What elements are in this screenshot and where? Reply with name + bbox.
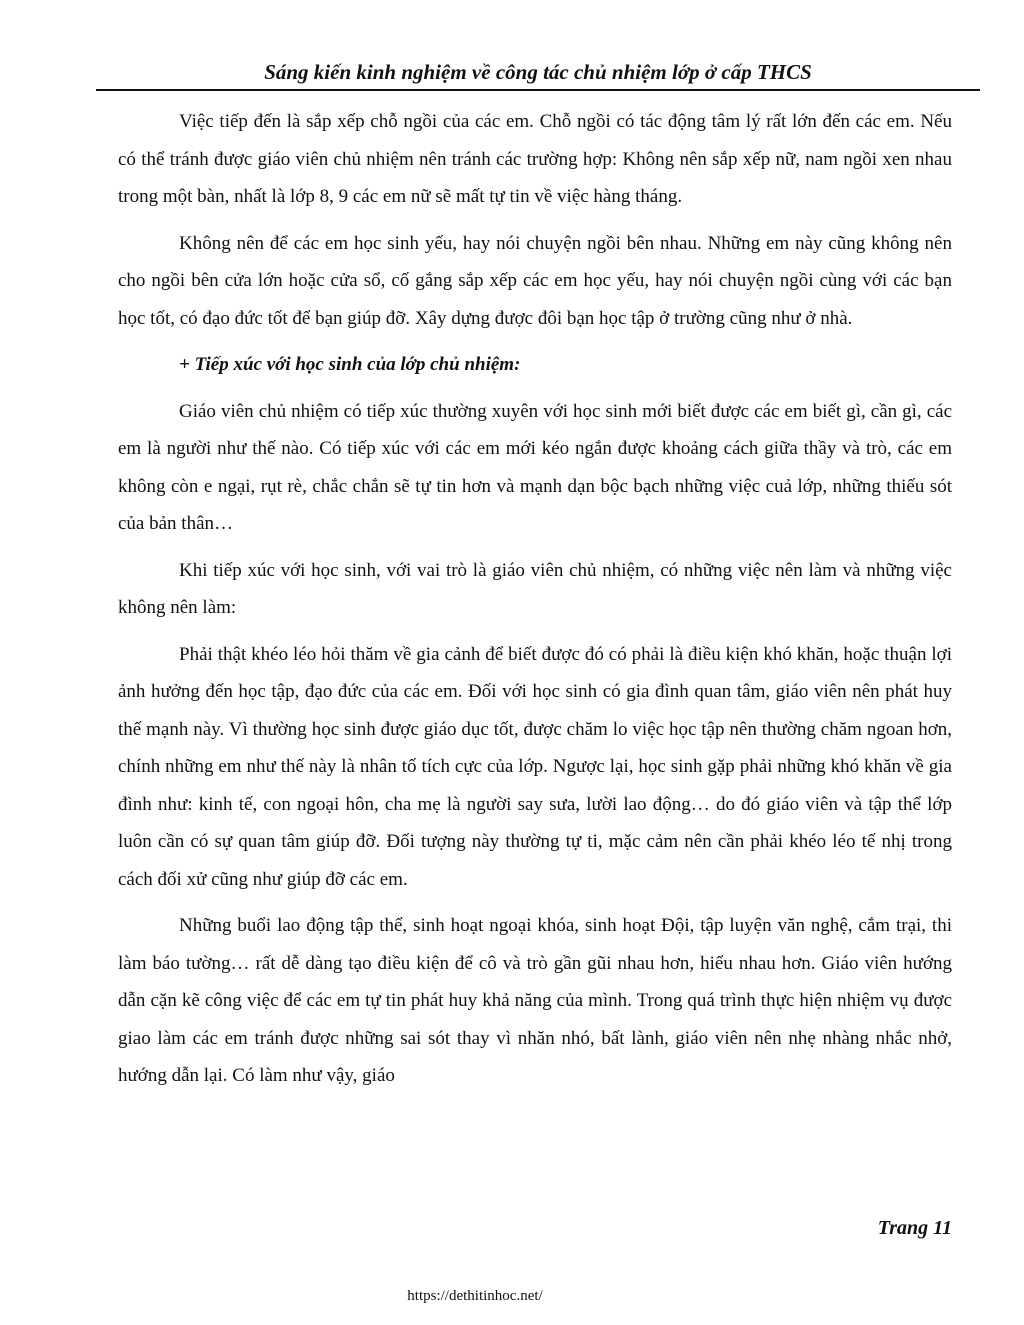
page-number: Trang 11 bbox=[877, 1217, 952, 1239]
paragraph-dos-donts: Khi tiếp xúc với học sinh, với vai trò là giáo viên chủ nhiệm, có những việc nên làm và những việc không nên làm: bbox=[118, 559, 952, 618]
subheading-contact-students: + Tiếp xúc với học sinh của lớp chủ nhiệm: bbox=[179, 354, 521, 375]
running-header-title: Sáng kiến kinh nghiệm về công tác chủ nhiệm lớp ở cấp THCS bbox=[264, 60, 812, 84]
paragraph-group-activities: Những buổi lao động tập thể, sinh hoạt ngoại khóa, sinh hoạt Đội, tập luyện văn nghệ, cắm trại, thi làm báo tường… rất dễ dàng tạo điều kiện để cô và trò gần gũi nhau hơn, hiểu nhau hơn. Giáo viên hướng dẫn cặn kẽ công việc để các em tự tin phát huy khả năng của mình. Trong quá trình thực hiện nhiệm vụ được giao làm các em tránh được những sai sót thay vì nhăn nhó, bất lành, giáo viên nên nhẹ nhàng nhắc nhở, hướng dẫn lại. Có làm như vậy, giáo bbox=[118, 915, 952, 1086]
paragraph-weak-students: Không nên để các em học sinh yếu, hay nói chuyện ngồi bên nhau. Những em này cũng không nên cho ngồi bên cửa lớn hoặc cửa sổ, cố gắng sắp xếp các em học yếu, hay nói chuyện ngồi cùng với các bạn học tốt, có đạo đức tốt để bạn giúp đỡ. Xây dựng được đôi bạn học tập ở trường cũng như ở nhà. bbox=[118, 232, 952, 329]
footer-url: https://dethitinhoc.net/ bbox=[407, 1288, 543, 1304]
paragraph-family-circumstances: Phải thật khéo léo hỏi thăm về gia cảnh để biết được đó có phải là điều kiện khó khăn, hoặc thuận lợi ảnh hưởng đến học tập, đạo đức của các em. Đối với học sinh có gia đình quan tâm, giáo viên nên phát huy thế mạnh này. Vì thường học sinh được giáo dục tốt, được chăm lo việc học tập nên thường chăm ngoan hơn, chính những em như thế này là nhân tố tích cực của lớp. Ngược lại, học sinh gặp phải những khó khăn về gia đình như: kinh tế, con ngoại hôn, cha mẹ là người say sưa, lười lao động… do đó giáo viên và tập thể lớp luôn cần có sự quan tâm giúp đỡ. Đối tượng này thường tự ti, mặc cảm nên cần phải khéo léo tế nhị trong cách đối xử cũng như giúp đỡ các em. bbox=[118, 643, 952, 890]
header-rule bbox=[96, 89, 980, 91]
paragraph-frequent-contact: Giáo viên chủ nhiệm có tiếp xúc thường xuyên với học sinh mới biết được các em biết gì, cần gì, các em là người như thế nào. Có tiếp xúc với các em mới kéo ngắn được khoảng cách giữa thầy và trò, các em không còn e ngại, rụt rè, chắc chắn sẽ tự tin hơn và mạnh dạn bộc bạch những việc cuả lớp, những thiếu sót của bản thân… bbox=[118, 400, 952, 534]
body-text bbox=[118, 103, 952, 1104]
paragraph-seating: Việc tiếp đến là sắp xếp chỗ ngồi của các em. Chỗ ngồi có tác động tâm lý rất lớn đến các em. Nếu có thể tránh được giáo viên chủ nhiệm nên tránh các trường hợp: Không nên sắp xếp nữ, nam ngồi xen nhau trong một bàn, nhất là lớp 8, 9 các em nữ sẽ mất tự tin về việc hàng tháng. bbox=[118, 111, 952, 207]
